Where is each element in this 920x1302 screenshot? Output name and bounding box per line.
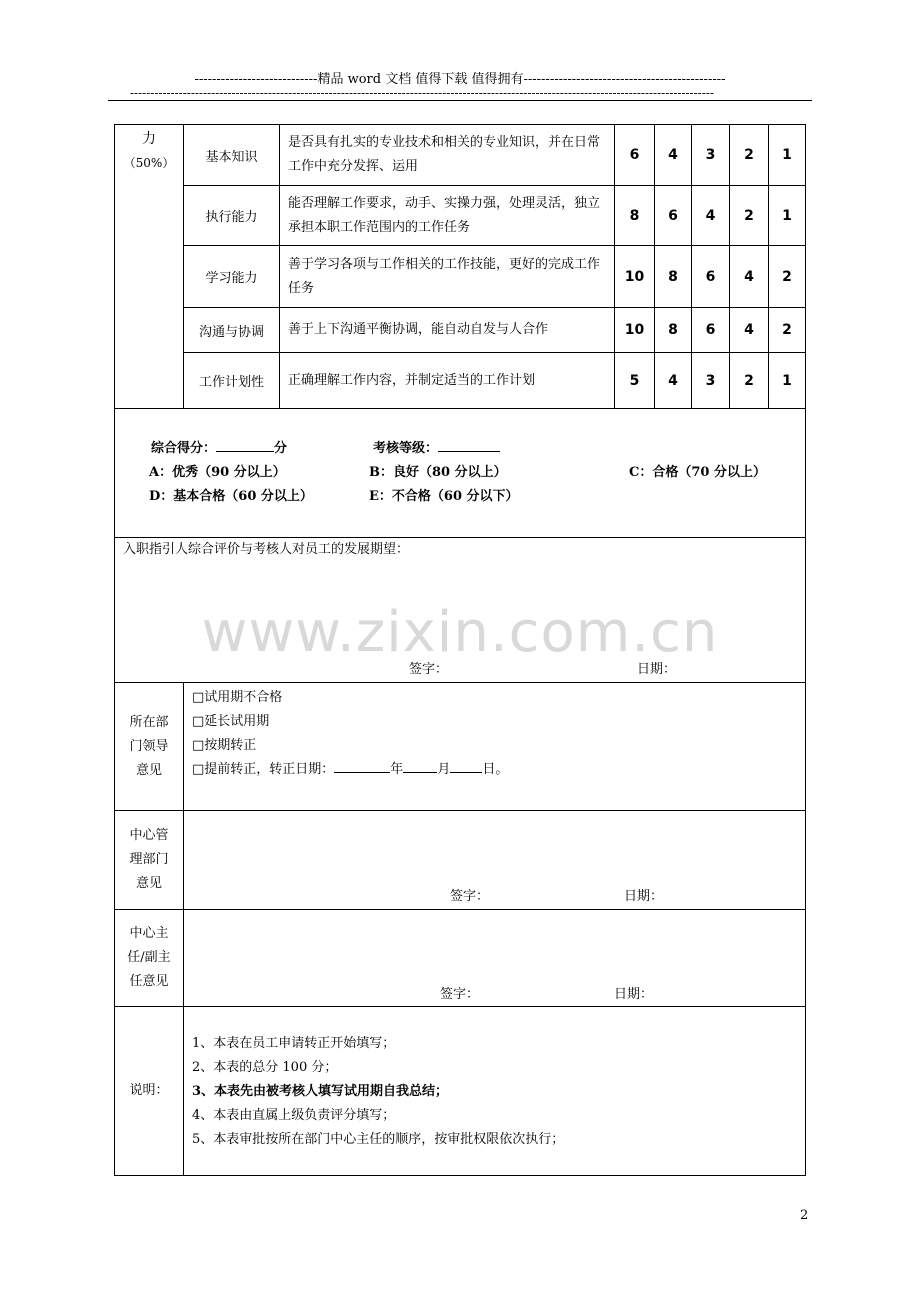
option-extend-probation[interactable]: □延长试用期 [192, 714, 270, 729]
dept-leader-label-3: 意见 [135, 763, 162, 778]
grade-b: B：良好（80 分以上） [369, 465, 507, 480]
note-item: 2、本表的总分 100 分； [192, 1060, 338, 1075]
grade-label: 考核等级： [373, 441, 439, 456]
grade-row [373, 437, 500, 461]
score-cell[interactable]: 10 [614, 307, 655, 353]
score-cell[interactable]: 8 [614, 185, 655, 246]
center-director-opinion-cell[interactable] [183, 909, 806, 1007]
center-mgmt-date-label: 日期： [624, 889, 664, 904]
score-cell[interactable]: 2 [729, 185, 769, 246]
score-cell[interactable]: 4 [654, 352, 692, 409]
option-early-regular[interactable] [192, 758, 508, 782]
note-item: 4、本表由直属上级负责评分填写； [192, 1108, 396, 1123]
ability-weight: （50%） [123, 156, 175, 170]
note-item: 1、本表在员工申请转正开始填写； [192, 1036, 396, 1051]
day-label: 日。 [482, 762, 509, 777]
criterion-cell: 基本知识 [183, 124, 280, 186]
grade-c: C：合格（70 分以上） [629, 465, 766, 480]
note-item: 3、本表先由被考核人填写试用期自我总结； [192, 1084, 449, 1099]
criterion-cell: 执行能力 [183, 185, 280, 246]
notes-label: 说明： [129, 1083, 169, 1098]
center-director-date-label: 日期： [614, 987, 654, 1002]
description-cell: 善于学习各项与工作相关的工作技能，更好的完成工作任务 [279, 245, 615, 308]
total-score-unit: 分 [274, 441, 288, 456]
mentor-date-label: 日期： [637, 662, 677, 677]
description-cell: 能否理解工作要求，动手、实操力强，处理灵活，独立承担本职工作范围内的工作任务 [279, 185, 615, 246]
month-label: 月 [437, 762, 451, 777]
grade-a: A：优秀（90 分以上） [149, 465, 286, 480]
year-label: 年 [390, 762, 404, 777]
score-cell[interactable]: 8 [654, 307, 692, 353]
ability-label-cell [114, 124, 184, 409]
score-cell[interactable]: 6 [691, 245, 730, 308]
dept-leader-label-1: 所在部 [129, 715, 169, 730]
center-mgmt-opinion-cell[interactable] [183, 810, 806, 910]
center-mgmt-label-3: 意见 [135, 876, 162, 891]
score-cell[interactable]: 1 [768, 124, 806, 186]
score-cell[interactable]: 10 [614, 245, 655, 308]
page-header-dashes: ------------------------------------------------------------------------------------------------------------------------------------------------ [130, 86, 714, 100]
page-header-title: ----------------------------精品 word 文档 值得下载 值得拥有---------------------------------------------- [194, 72, 726, 87]
center-director-label-2: 任/副主 [127, 950, 171, 965]
grade-e: E：不合格（60 分以下） [369, 489, 519, 504]
score-cell[interactable]: 2 [768, 307, 806, 353]
grade-blank[interactable] [438, 437, 500, 452]
mentor-comment-title: 入职指引人综合评价与考核人对员工的发展期望： [123, 542, 410, 557]
score-cell[interactable]: 2 [729, 124, 769, 186]
score-cell[interactable]: 1 [768, 352, 806, 409]
notes-cell [183, 1006, 806, 1176]
score-cell[interactable]: 2 [768, 245, 806, 308]
score-cell[interactable]: 3 [691, 352, 730, 409]
criterion-cell: 学习能力 [183, 245, 280, 308]
day-blank[interactable] [450, 758, 482, 773]
center-director-label-3: 任意见 [129, 974, 169, 989]
month-blank[interactable] [403, 758, 437, 773]
criterion-cell: 工作计划性 [183, 352, 280, 409]
dept-leader-label-cell [114, 682, 184, 811]
score-cell[interactable]: 4 [691, 185, 730, 246]
center-director-sign-label: 签字： [440, 987, 480, 1002]
year-blank[interactable] [334, 758, 390, 773]
total-score-row [151, 437, 287, 461]
center-mgmt-label-cell [114, 810, 184, 910]
center-director-label-1: 中心主 [129, 926, 169, 941]
center-mgmt-label-2: 理部门 [129, 852, 169, 867]
score-cell[interactable]: 3 [691, 124, 730, 186]
description-cell: 善于上下沟通平衡协调，能自动自发与人合作 [279, 307, 615, 353]
note-item: 5、本表审批按所在部门中心主任的顺序，按审批权限依次执行； [192, 1132, 565, 1147]
grade-d: D：基本合格（60 分以上） [149, 489, 313, 504]
score-cell[interactable]: 6 [614, 124, 655, 186]
option-regular-on-time[interactable]: □按期转正 [192, 738, 257, 753]
page-number: 2 [800, 1208, 809, 1223]
total-score-label: 综合得分： [151, 441, 217, 456]
summary-cell [114, 408, 806, 538]
score-cell[interactable]: 6 [654, 185, 692, 246]
description-cell: 正确理解工作内容，并制定适当的工作计划 [279, 352, 615, 409]
score-cell[interactable]: 5 [614, 352, 655, 409]
score-cell[interactable]: 6 [691, 307, 730, 353]
score-cell[interactable]: 8 [654, 245, 692, 308]
score-cell[interactable]: 1 [768, 185, 806, 246]
ability-label: 力 [142, 131, 156, 147]
notes-label-cell [114, 1006, 184, 1176]
center-director-label-cell [114, 909, 184, 1007]
dept-leader-opinion-cell [183, 682, 806, 811]
header-rule [108, 100, 812, 101]
center-mgmt-sign-label: 签字： [450, 889, 490, 904]
score-cell[interactable]: 4 [729, 307, 769, 353]
dept-leader-label-2: 门领导 [129, 739, 169, 754]
center-mgmt-label-1: 中心管 [129, 828, 169, 843]
score-cell[interactable]: 4 [654, 124, 692, 186]
early-regular-label: □提前转正，转正日期： [192, 762, 335, 777]
score-cell[interactable]: 4 [729, 245, 769, 308]
mentor-sign-label: 签字： [409, 662, 449, 677]
criterion-cell: 沟通与协调 [183, 307, 280, 353]
score-cell[interactable]: 2 [729, 352, 769, 409]
description-cell: 是否具有扎实的专业技术和相关的专业知识，并在日常工作中充分发挥、运用 [279, 124, 615, 186]
watermark: www.zixin.com.cn [201, 600, 719, 665]
total-score-blank[interactable] [216, 437, 274, 452]
option-probation-fail[interactable]: □试用期不合格 [192, 690, 283, 705]
